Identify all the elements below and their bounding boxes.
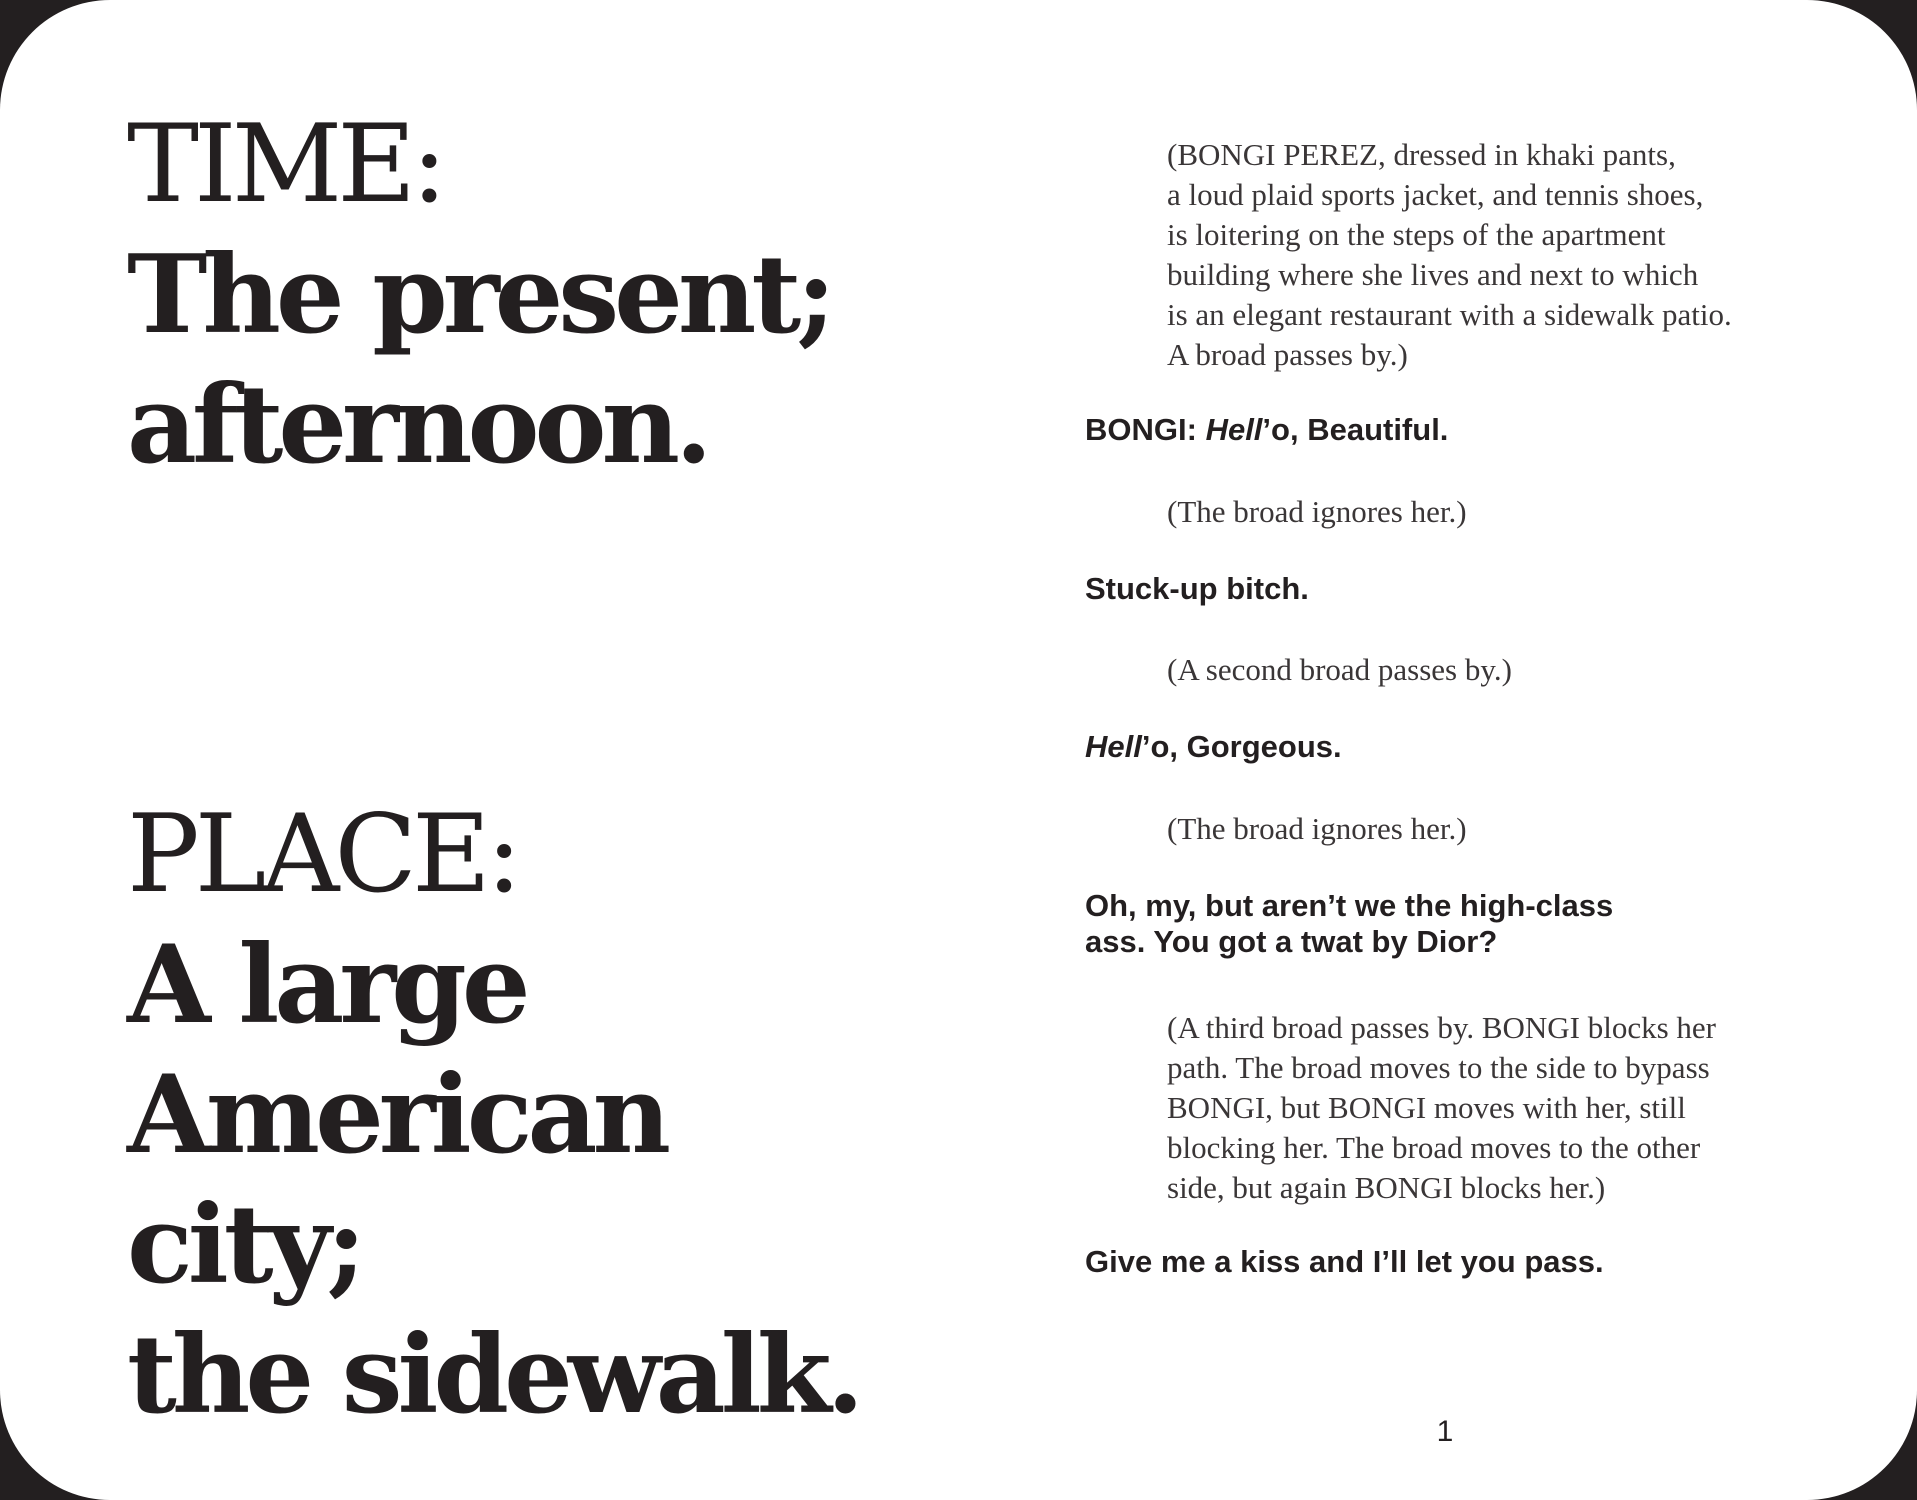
place-line: the sidewalk. [127, 1312, 860, 1438]
time-line: afternoon. [127, 362, 708, 488]
stage-direction-line: blocking her. The broad moves to the other [1167, 1130, 1701, 1165]
dialogue-text: Stuck-up bitch. [1085, 571, 1309, 606]
stage-direction-line: (A second broad passes by.) [1167, 652, 1512, 687]
dialogue-line [1085, 729, 1342, 765]
dialogue-line [1085, 412, 1448, 448]
place-heading [127, 790, 887, 1440]
dialogue-text: ’o, Beautiful. [1262, 412, 1449, 447]
speaker-name: BONGI: [1085, 412, 1206, 447]
stage-direction-line: (The broad ignores her.) [1167, 494, 1467, 529]
stage-direction [1167, 135, 1732, 375]
stage-direction-line: side, but again BONGI blocks her.) [1167, 1170, 1606, 1205]
stage-direction [1167, 492, 1467, 532]
stage-direction-line: (A third broad passes by. BONGI blocks her [1167, 1010, 1717, 1045]
time-line: The present; [127, 232, 832, 358]
page-number: 1 [1436, 1415, 1454, 1448]
stage-direction [1167, 809, 1467, 849]
stage-direction-line: (BONGI PEREZ, dressed in khaki pants, [1167, 137, 1676, 172]
stage-direction-line: path. The broad moves to the side to bypass [1167, 1050, 1710, 1085]
stage-direction-line: a loud plaid sports jacket, and tennis shoes, [1167, 177, 1704, 212]
dialogue-text: Give me a kiss and I’ll let you pass. [1085, 1244, 1604, 1279]
place-line: American [127, 1052, 666, 1178]
dialogue-line [1085, 1244, 1604, 1280]
stage-direction-line: BONGI, but BONGI moves with her, still [1167, 1090, 1686, 1125]
time-label: TIME: [127, 102, 443, 227]
stage-direction-line: building where she lives and next to which [1167, 257, 1699, 292]
left-page [127, 100, 887, 1440]
stage-direction-line: A broad passes by.) [1167, 337, 1408, 372]
stage-direction [1167, 1008, 1716, 1208]
stage-direction-line: is an elegant restaurant with a sidewalk patio. [1167, 297, 1732, 332]
dialogue-text: Oh, my, but aren’t we the high-class [1085, 888, 1614, 923]
emphasis-text: Hell [1085, 729, 1142, 764]
emphasis-text: Hell [1205, 412, 1263, 447]
place-line: A large [127, 922, 526, 1048]
dialogue-line [1085, 888, 1613, 960]
stage-direction-line: (The broad ignores her.) [1167, 811, 1467, 846]
stage-direction [1167, 650, 1512, 690]
stage-direction-line: is loitering on the steps of the apartment [1167, 217, 1666, 252]
dialogue-text: ’o, Gorgeous. [1141, 729, 1342, 764]
place-label: PLACE: [127, 792, 518, 917]
dialogue-text: ass. You got a twat by Dior? [1085, 924, 1498, 959]
place-line: city; [127, 1182, 362, 1308]
dialogue-line [1085, 571, 1309, 607]
time-heading [127, 100, 887, 490]
